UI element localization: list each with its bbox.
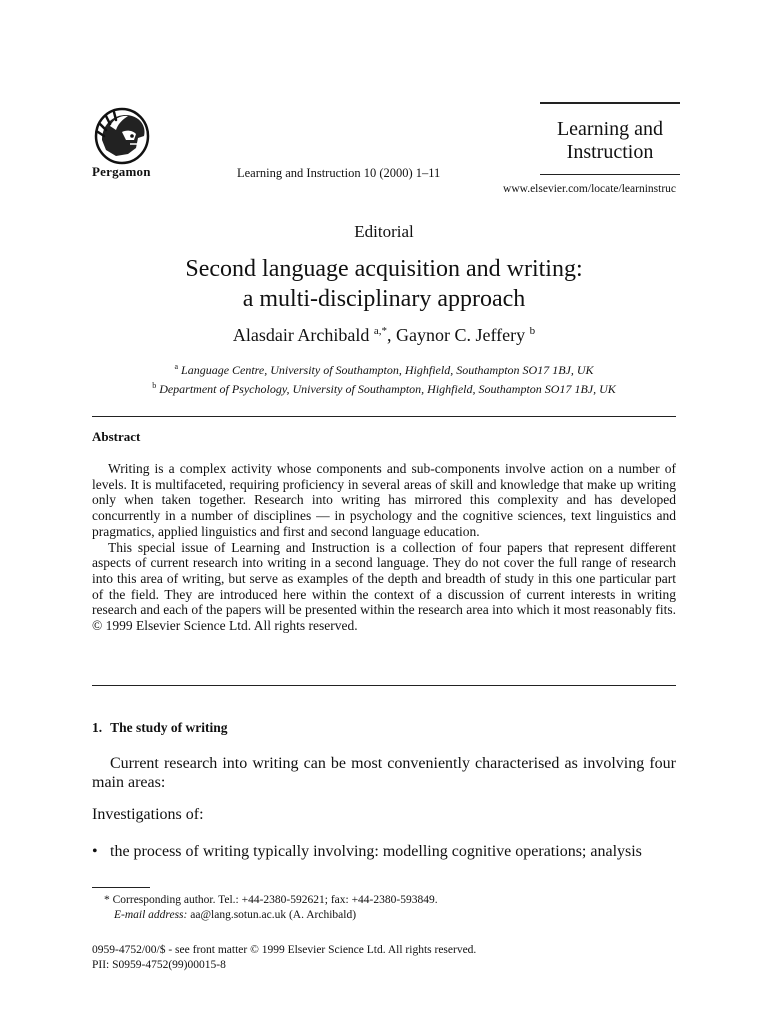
author-list: [92, 325, 676, 346]
section-number: 1.: [92, 720, 103, 735]
corresponding-author-footnote: [104, 893, 664, 923]
footnote-marker: *: [104, 894, 110, 906]
list-item-text: the process of writing typically involving: modelling cognitive operations; analysis: [110, 843, 642, 860]
affiliation-text: Department of Psychology, University of Southampton, Highfield, Southampton SO17 1BJ, UK: [159, 382, 616, 396]
front-matter-notice: [92, 943, 676, 973]
email-label: E-mail address:: [114, 909, 188, 921]
article-type-label: Editorial: [354, 222, 414, 241]
author-name: Gaynor C. Jeffery: [395, 325, 526, 345]
pergamon-helmet-logo-icon: [92, 106, 168, 166]
article-title: [92, 254, 676, 314]
footnote-rule: [92, 887, 150, 888]
publisher-name: Pergamon: [92, 164, 151, 179]
author-name: Alasdair Archibald: [232, 325, 370, 345]
abstract-paragraph: This special issue of Learning and Instruction is a collection of four papers that represent different aspects of current research into writing in a second language. They do not cover the full range of research into this area of writing, but serve as examples of the depth and breadth of study in this one particular part of the field. They are introduced here within the context of a discussion of current interests in writing research and each of the papers will be presented within the research area into which it most reasonably fits. © 1999 Elsevier Science Ltd. All rights reserved.: [92, 539, 676, 634]
journal-name-line2: Instruction: [566, 141, 654, 163]
journal-citation: Learning and Instruction 10 (2000) 1–11: [237, 166, 441, 180]
affiliation-mark: b: [152, 381, 157, 390]
footnote-line: [104, 893, 664, 908]
section-body: [92, 755, 676, 792]
pii-line: PII: S0959-4752(99)00015-8: [92, 959, 226, 971]
section-title: The study of writing: [110, 720, 228, 735]
footnote-email-line: [104, 908, 664, 923]
masthead-rule-bottom: [540, 174, 680, 175]
article-title-line1: Second language acquisition and writing:: [185, 256, 583, 282]
email-owner: (A. Archibald): [288, 909, 357, 921]
affiliation-mark: a: [174, 362, 179, 371]
author-separator: ,: [386, 325, 396, 345]
affiliation-text: Language Centre, University of Southampton, Highfield, Southampton SO17 1BJ, UK: [181, 363, 594, 377]
journal-name-line1: Learning and: [556, 118, 664, 140]
affiliation-a: [92, 359, 676, 378]
footnote-contact: Corresponding author. Tel.: +44-2380-592621; fax: +44-2380-593849.: [112, 894, 438, 906]
article-title-line2: a multi-disciplinary approach: [242, 286, 526, 312]
section-heading: [92, 720, 492, 736]
body-paragraph: Current research into writing can be most conveniently characterised as involving four main areas:: [92, 755, 676, 791]
affiliation-b: [92, 378, 676, 397]
email-address-link[interactable]: aa@lang.sotun.ac.uk: [190, 909, 287, 921]
author-affiliation-marks: a,*: [373, 325, 387, 337]
bullet-icon: •: [92, 843, 98, 860]
journal-masthead: [540, 118, 680, 164]
abstract-heading: Abstract: [92, 429, 141, 444]
author-affiliation-marks: b: [529, 325, 536, 337]
masthead-rule-top: [540, 102, 680, 104]
abstract-top-rule: [92, 416, 676, 417]
investigations-label: Investigations of:: [92, 806, 204, 823]
front-matter-line: 0959-4752/00/$ - see front matter © 1999 Elsevier Science Ltd. All rights reserved.: [92, 944, 477, 956]
abstract-body: [92, 461, 676, 634]
affiliation-list: [92, 359, 676, 397]
journal-url-link[interactable]: www.elsevier.com/locate/learninstruc: [503, 183, 676, 195]
list-item: [92, 843, 692, 861]
abstract-bottom-rule: [92, 685, 676, 686]
abstract-paragraph: Writing is a complex activity whose components and sub-components involve action on a number of levels. It is multifaceted, requiring proficiency in several areas of skill and knowledge that make up writing only when taken together. Research into writing has mirrored this complexity and has developed concurrently in a number of disciplines — in psychology and the cognitive sciences, text linguistics and pragmatics, applied linguistics and first and second language education.: [92, 461, 676, 539]
